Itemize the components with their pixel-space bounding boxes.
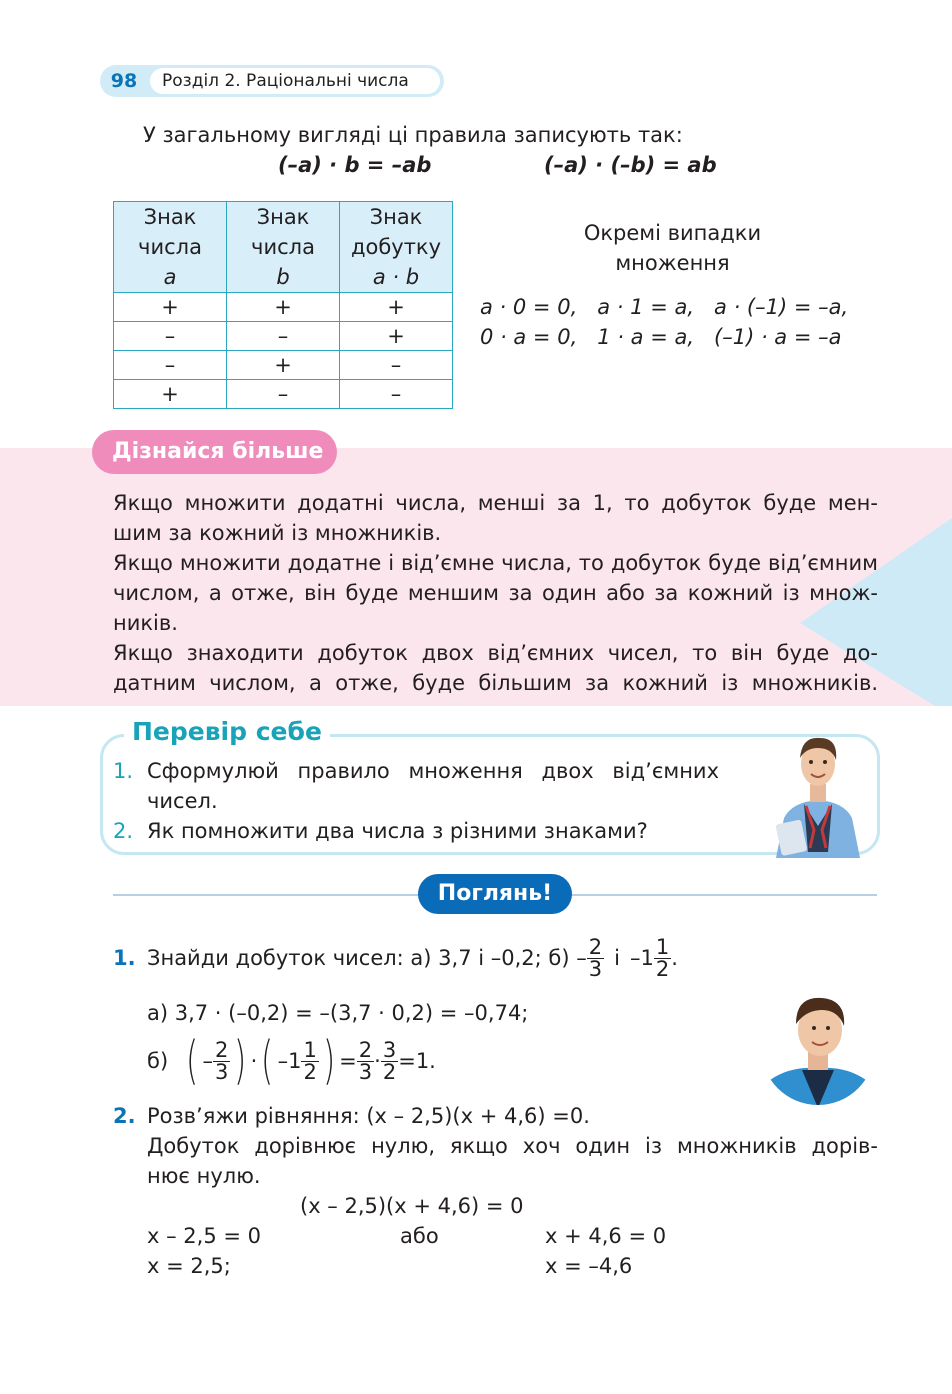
- section-title: Розділ 2. Раціональні числа: [150, 68, 440, 94]
- equation-left-2: x = 2,5;: [147, 1254, 231, 1278]
- special-cases-line-2: 0 · a = 0, 1 · a = a, (–1) · a = –a: [480, 325, 842, 349]
- fraction: $\frac{2}{3}$: [358, 1037, 373, 1084]
- fraction: $\frac{1}{2}$: [303, 1037, 317, 1084]
- learn-more-text: [113, 488, 878, 698]
- question-1-line-1: Сформулюй правило множення двох від’ємних: [147, 759, 719, 783]
- text-line: датним числом, а отже, буде більшим за кожний із множників.: [113, 671, 878, 695]
- student-portrait: [762, 988, 874, 1108]
- question-2: Як помножити два числа з різними знаками?: [147, 819, 648, 843]
- rule-one: (–a) · b = –ab: [278, 153, 432, 177]
- table-cell: –: [114, 322, 227, 351]
- check-yourself-title: Перевір себе: [124, 714, 330, 750]
- equation-right-1: x + 4,6 = 0: [545, 1224, 667, 1248]
- fraction: $\frac{1}{2}$: [655, 934, 670, 981]
- equation-right-2: x = –4,6: [545, 1254, 633, 1278]
- special-cases-title: Окремі випадки множення: [583, 221, 762, 275]
- question-number: 2.: [113, 819, 134, 843]
- fraction: $\frac{3}{2}$: [382, 1037, 397, 1084]
- example-1-task: Знайди добуток чисел: а) 3,7 і –0,2; б) – $\frac{2}{3}$ і –1 $\frac{1}{2}$ .: [147, 934, 678, 981]
- special-cases-line-1: a · 0 = 0, a · 1 = a, a · (–1) = –a,: [480, 295, 849, 319]
- page-number: 98: [110, 70, 138, 92]
- table-cell: –: [114, 351, 227, 380]
- solution-b: б) ( – $\frac{2}{3}$ ) · ( –1 $\frac{1}{2}$ ) = $\frac{2}{3}$ · $\frac{3}{2}$ = 1.: [147, 1031, 436, 1091]
- table-cell: +: [340, 293, 453, 322]
- text-line: числом, а отже, він буде меншим за один або за кожний із множ-: [113, 581, 878, 605]
- table-cell: +: [340, 322, 453, 351]
- text-line: Якщо множити додатні числа, менші за 1, то добуток буде мен-: [113, 491, 878, 515]
- header-cell: Знак числа a: [114, 202, 227, 293]
- example-2-text-line: Добуток дорівнює нулю, якщо хоч один із множників дорів-: [147, 1134, 878, 1158]
- fraction: $\frac{2}{3}$: [588, 934, 603, 981]
- table-cell: +: [227, 351, 340, 380]
- table-cell: +: [114, 293, 227, 322]
- sign-table-header: [114, 202, 453, 293]
- intro-text: У загальному вигляді ці правила записують так:: [143, 123, 683, 147]
- rule-two: (–a) · (–b) = ab: [544, 153, 717, 177]
- text-line: Якщо знаходити добуток двох від’ємних чисел, то він буде до-: [113, 641, 878, 665]
- table-cell: +: [227, 293, 340, 322]
- text-line: шим за кожний із множників.: [113, 521, 442, 545]
- table-row: [114, 351, 453, 380]
- question-1-line-2: чисел.: [147, 789, 218, 813]
- example-number: 2.: [113, 1104, 136, 1128]
- header-cell: Знак добутку a · b: [340, 202, 453, 293]
- table-cell: –: [340, 380, 453, 409]
- header-cell: Знак числа b: [227, 202, 340, 293]
- example-number: 1.: [113, 946, 136, 970]
- text-line: Якщо множити додатне і від’ємне числа, то добуток буде від’ємним: [113, 551, 878, 575]
- solution-a: а) 3,7 · (–0,2) = –(3,7 · 0,2) = –0,74;: [147, 1001, 529, 1025]
- look-label: Поглянь!: [418, 874, 572, 914]
- fraction: $\frac{2}{3}$: [214, 1037, 229, 1084]
- table-cell: +: [114, 380, 227, 409]
- text-line: ників.: [113, 611, 178, 635]
- equation: (x – 2,5)(x + 4,6) = 0: [300, 1194, 524, 1218]
- table-cell: –: [227, 322, 340, 351]
- table-cell: –: [340, 351, 453, 380]
- question-number: 1.: [113, 759, 134, 783]
- sign-table: [113, 201, 453, 409]
- table-row: [114, 293, 453, 322]
- table-row: [114, 380, 453, 409]
- table-row: [114, 322, 453, 351]
- equation-left-1: x – 2,5 = 0: [147, 1224, 261, 1248]
- student-illustration: [770, 726, 866, 858]
- equation-or: або: [400, 1224, 439, 1248]
- example-2-text-line: нює нулю.: [147, 1164, 261, 1188]
- example-2-task: Розв’яжи рівняння: (x – 2,5)(x + 4,6) =0.: [147, 1104, 590, 1128]
- table-cell: –: [227, 380, 340, 409]
- learn-more-label: Дізнайся більше: [92, 430, 337, 474]
